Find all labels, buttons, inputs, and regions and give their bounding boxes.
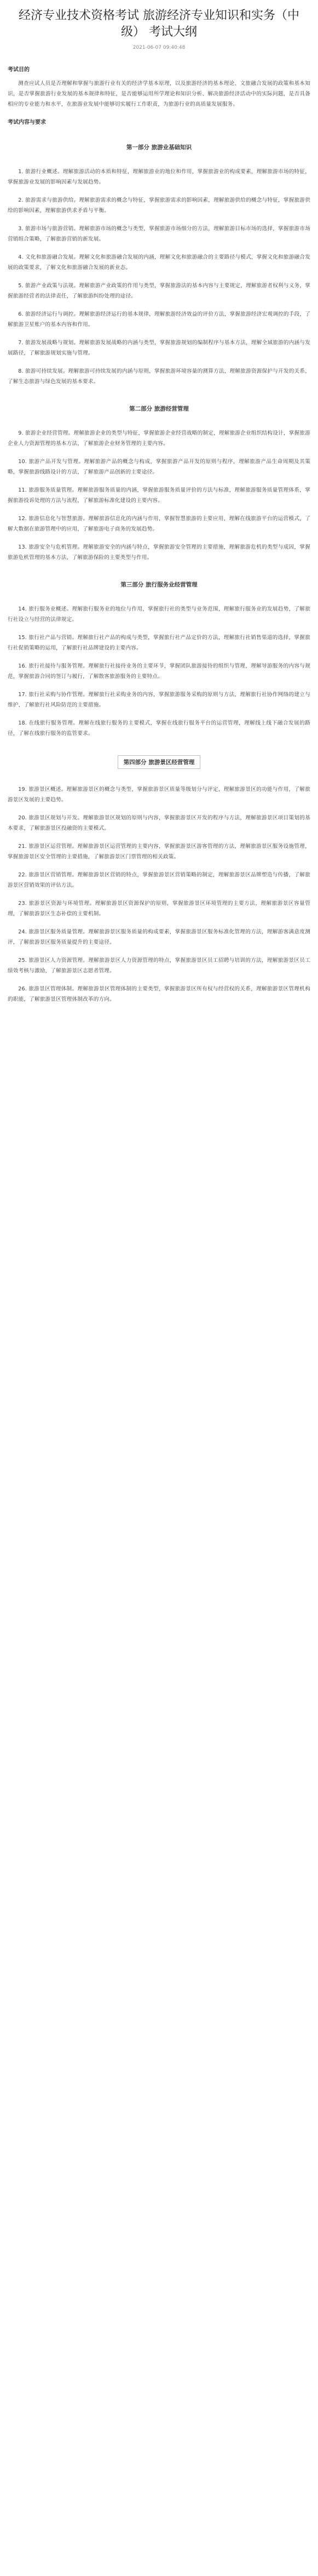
section-heading: 考试内容与要求: [8, 119, 46, 126]
paragraph: 12. 旅游信息化与智慧旅游。理解旅游信息化的内涵与作用，掌握智慧旅游的主要应用，理解在线旅游平台的运营模式，了解大数据在旅游管理中的应用，了解旅游电子商务的发展趋势。: [8, 516, 310, 532]
paragraph: 26. 旅游景区管理体制。理解旅游景区管理体制的主要类型，掌握旅游景区所有权与经营权的关系，理解旅游景区管理机构的职能，了解旅游景区管理体制改革的方向。: [8, 986, 310, 1002]
paragraph: 21. 旅游景区运营管理。理解旅游景区运营管理的主要内容，掌握旅游景区游客管理的方法，理解旅游景区服务设施管理，掌握旅游景区安全管理的主要措施，了解旅游景区门票管理的相关政策。: [8, 844, 310, 860]
paragraph: 9. 旅游企业经营管理。理解旅游企业的类型与特征，掌握旅游企业经营战略的制定，理解旅游企业组织结构设计，掌握旅游企业人力资源管理的基本方法，了解旅游企业财务管理的主要内容。: [8, 430, 310, 447]
paragraph: 22. 旅游景区营销管理。理解旅游景区营销的特点，掌握旅游景区营销策略的制定，理解旅游景区品牌塑造与传播，了解旅游景区营销效果的评估方法。: [8, 872, 310, 888]
paragraph: 6. 旅游经济运行与调控。理解旅游经济运行的基本规律，理解旅游经济效益的评价方法，掌握旅游经济宏观调控的手段，了解旅游卫星账户的基本内容和作用。: [8, 311, 310, 328]
paragraph: 测查应试人员是否理解和掌握与旅游行业有关的经济学基本原理，以及旅游经济的基本理论、文旅融合发展的政策和基本知识，是否掌握旅游行业发展的基本规律和特征，是否能够运用所学理论和知识分析、解决旅游经济活动中的实际问题，是否具备相应的专业能力和水平，在旅游业发展中能够切实履行工作职责，为旅游行业的高质量发展服务。: [8, 81, 310, 107]
paragraph: 3. 旅游市场与旅游营销。理解旅游市场的概念与类型，掌握旅游市场细分的方法，理解旅游目标市场的选择，掌握旅游市场营销组合策略，了解旅游营销的新发展。: [8, 226, 310, 242]
paragraph: 15. 旅行社产品与营销。理解旅行社产品的构成与类型，掌握旅行社产品定价的方法，理解旅行社销售渠道的选择，掌握旅行社促销策略的运用，了解旅行社品牌建设的主要内容。: [8, 635, 310, 651]
paragraph: 24. 旅游景区服务质量管理。理解旅游景区服务质量的构成要素，掌握旅游景区服务标准化管理的方法，理解游客满意度测评，了解旅游景区服务质量提升的主要途径。: [8, 929, 310, 945]
paragraph: 11. 旅游服务质量管理。理解旅游服务质量的内涵，掌握旅游服务质量评价的方法与标准，理解旅游服务质量管理体系，掌握旅游投诉处理的方法与流程，了解旅游标准化建设的主要内容。: [8, 487, 310, 504]
paragraph: 14. 旅行服务业概述。理解旅行服务业的地位与作用，掌握旅行社的类型与业务范围，理解旅行服务业的发展趋势，了解旅行社设立与经营的法律规定。: [8, 606, 310, 623]
paragraph: 5. 旅游产业政策与法规。理解旅游产业政策的作用与类型，掌握旅游法的基本内容与主要规定，理解旅游者权利与义务，掌握旅游经营者的法律责任，了解旅游纠纷处理的途径。: [8, 283, 310, 299]
section-heading: 考试目的: [8, 67, 30, 73]
part-heading: 第一部分 旅游业基础知识: [126, 144, 192, 151]
paragraph: 10. 旅游产品开发与管理。理解旅游产品的概念与构成，掌握旅游产品开发的原则与程序，理解旅游产品生命周期及其策略，掌握旅游线路设计的方法，了解旅游产品创新的主要途径。: [8, 459, 310, 475]
paragraph: 25. 旅游景区人力资源管理。理解旅游景区人力资源管理的特点，掌握旅游景区员工招聘与培训的方法，理解旅游景区员工绩效考核与激励，了解旅游景区志愿者管理。: [8, 958, 310, 974]
paragraph: 8. 旅游可持续发展。理解旅游可持续发展的内涵与原则，掌握旅游环境容量的测算方法，理解旅游资源保护与开发的关系，了解生态旅游与绿色发展的基本要求。: [8, 368, 310, 385]
paragraph: 13. 旅游安全与危机管理。理解旅游安全的内涵与特点，掌握旅游安全管理的主要措施，理解旅游危机的类型与成因，掌握旅游危机管理的基本方法，了解旅游保险的主要类型与作用。: [8, 544, 310, 561]
paragraph: 16. 旅行社接待与服务管理。理解旅行社接待业务的主要环节，掌握团队旅游接待的组织与管理，理解导游服务的内容与规范，掌握旅游合同的签订与履行，了解散客旅游服务的主要特点。: [8, 663, 310, 680]
document-page: [0, 0, 318, 1005]
paragraph: 7. 旅游发展战略与规划。理解旅游发展战略的内涵与类型，掌握旅游规划的编制程序与基本方法，理解全域旅游的内涵与发展路径，了解旅游规划实施与管理。: [8, 340, 310, 356]
paragraph: 20. 旅游景区规划与开发。理解旅游景区规划的原则与内容，掌握旅游景区开发的程序与方法，理解旅游景区项目策划的基本要求，了解旅游景区投融资的主要模式。: [8, 815, 310, 831]
paragraph: 2. 旅游需求与旅游供给。理解旅游需求的概念与特征，掌握旅游需求的影响因素，理解旅游供给的概念与特征，掌握旅游供给的影响因素，理解旅游供求矛盾与平衡。: [8, 197, 310, 214]
page-title: 经济专业技术资格考试 旅游经济专业知识和实务（中级） 考试大纲: [19, 9, 299, 39]
paragraph: 1. 旅游行业概述。理解旅游活动的本质和特征，理解旅游业的地位和作用，掌握旅游业的构成要素，理解旅游市场的特征，掌握旅游业发展的影响因素与发展趋势。: [8, 169, 310, 185]
part-heading: 第三部分 旅行服务业经营管理: [120, 582, 198, 588]
article-body: [8, 65, 310, 1005]
part-heading: [8, 755, 310, 769]
paragraph: 17. 旅行社采购与协作管理。理解旅行社采购业务的内容，掌握旅游服务采购的原则与方法，理解旅行社协作网络的建立与维护，了解旅行社风险防范的主要措施。: [8, 692, 310, 708]
part-heading: 第二部分 旅游经营管理: [129, 406, 189, 412]
paragraph: 23. 旅游景区资源与环境管理。理解旅游景区资源保护的原则，掌握旅游景区环境管理的主要方法，理解旅游景区容量管理，了解旅游景区生态补偿的主要机制。: [8, 901, 310, 917]
paragraph: 19. 旅游景区概述。理解旅游景区的概念与类型，掌握旅游景区质量等级划分与评定，理解旅游景区的功能与作用，了解旅游景区发展的主要趋势。: [8, 787, 310, 803]
part-heading-label: 第四部分 旅游景区经营管理: [118, 755, 201, 769]
paragraph: 18. 在线旅行服务管理。理解在线旅行服务的主要模式，掌握在线旅行服务平台的运营管理，理解线上线下融合发展的路径，了解在线旅行服务的监管要求。: [8, 720, 310, 737]
paragraph: 4. 文化和旅游融合发展。理解文化和旅游融合发展的内涵，理解文化和旅游融合的主要路径与模式，掌握文化和旅游融合发展的政策要求，了解文化和旅游融合发展的新业态。: [8, 254, 310, 271]
publish-date: 2021-06-07 09:40:48: [132, 45, 186, 50]
